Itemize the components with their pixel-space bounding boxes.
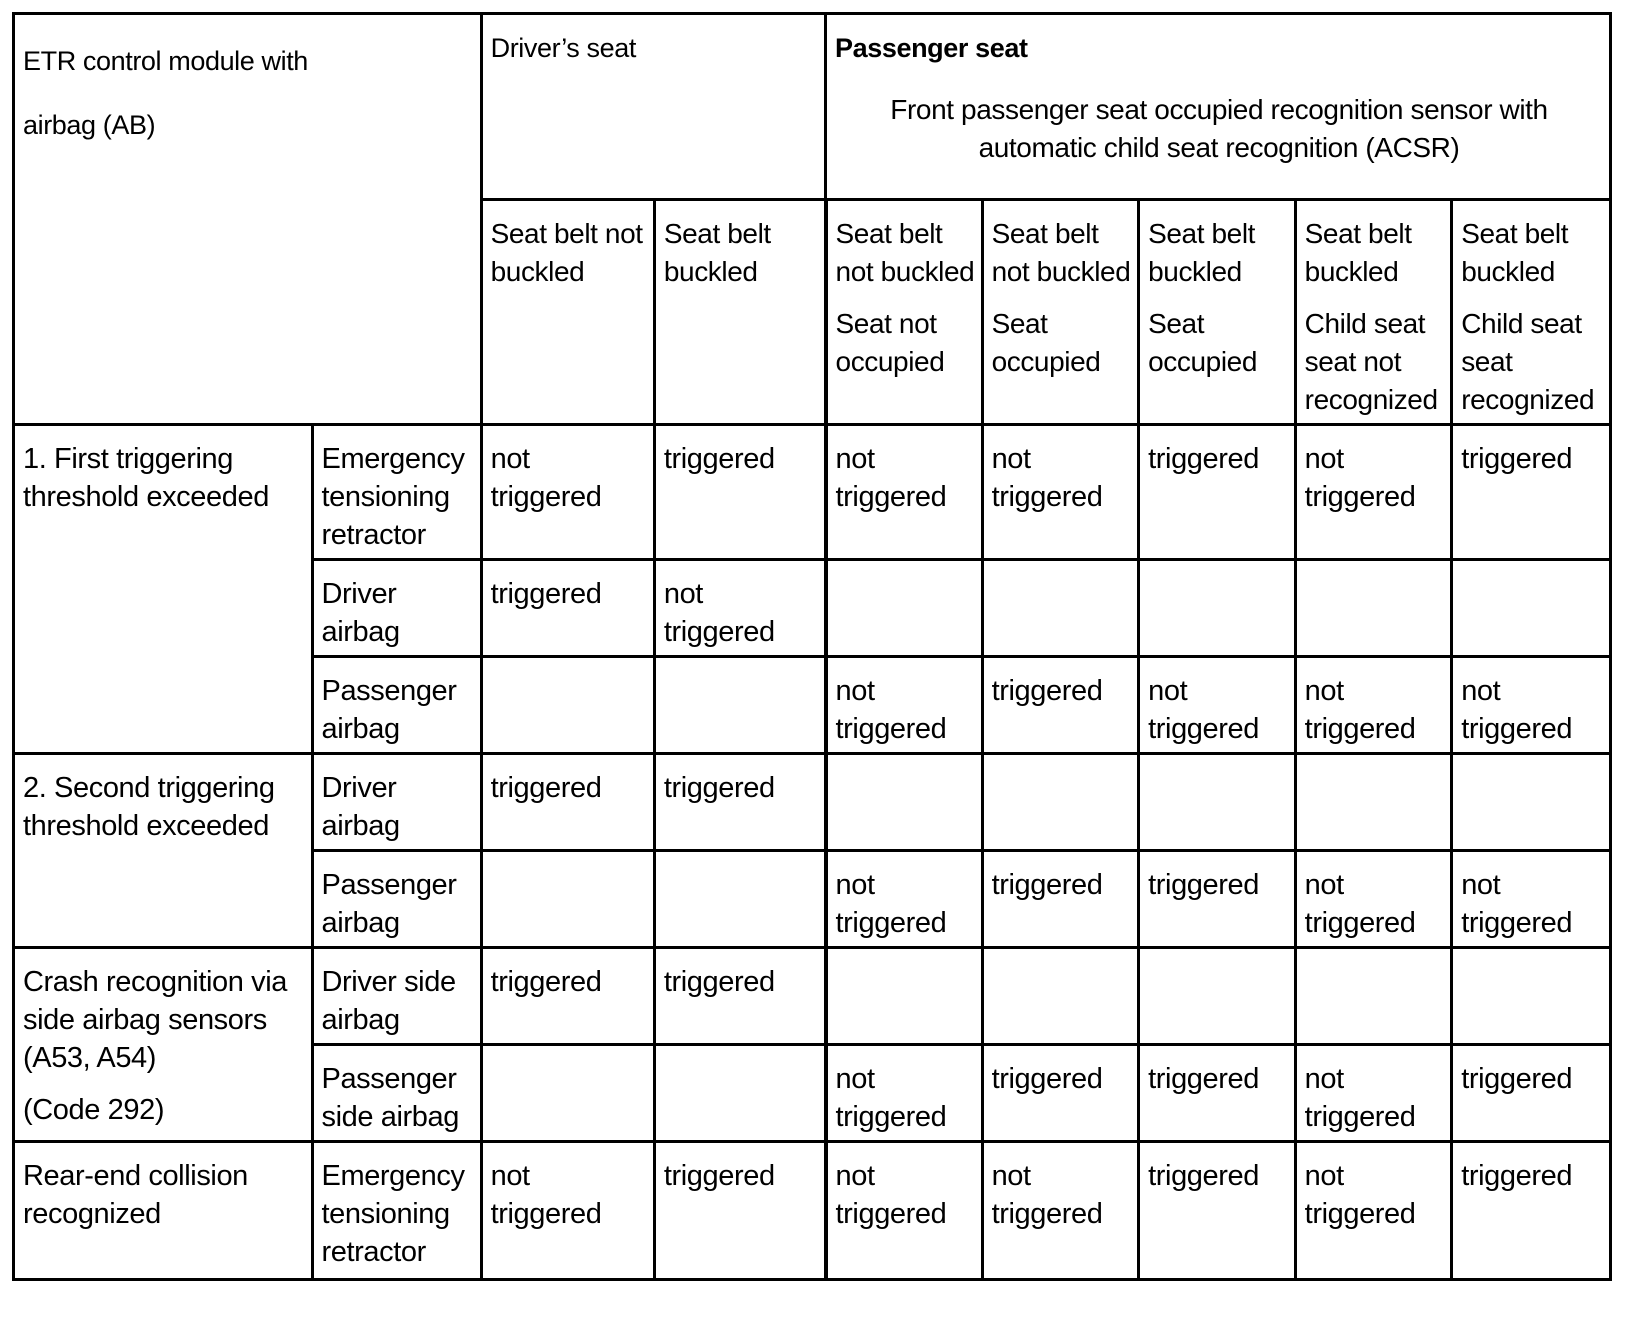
empty-cell <box>1295 948 1452 1045</box>
condition-header-col-5 <box>1139 200 1296 425</box>
empty-cell <box>481 851 654 948</box>
trigger-status-cell <box>982 851 1139 948</box>
trigger-status-cell <box>982 425 1139 560</box>
trigger-status-cell <box>1452 425 1611 560</box>
trigger-status-cell <box>826 657 983 754</box>
trigger-status-cell <box>1295 1045 1452 1142</box>
trigger-status-value: not triggered <box>835 869 947 939</box>
component-cell <box>312 851 481 948</box>
trigger-status-cell <box>481 754 654 851</box>
trigger-status-cell <box>1295 851 1452 948</box>
trigger-status-value: triggered <box>991 675 1103 707</box>
trigger-status-cell <box>1452 1045 1611 1142</box>
event-condition-label: Crash recognition via side airbag sensors (A53, A54) <box>23 966 288 1074</box>
event-code-note: (Code 292) <box>23 1094 165 1126</box>
trigger-status-cell <box>826 851 983 948</box>
component-label: Emergency tensioning retractor <box>321 1160 465 1268</box>
empty-cell <box>982 560 1139 657</box>
trigger-status-cell <box>654 754 825 851</box>
component-cell <box>312 425 481 560</box>
table-body <box>14 425 1611 1280</box>
seat-occupancy-condition: Seat occupied <box>991 308 1101 377</box>
trigger-status-value: not triggered <box>1304 1063 1416 1133</box>
empty-cell <box>826 754 983 851</box>
component-label: Driver side airbag <box>321 966 456 1036</box>
trigger-status-cell <box>654 948 825 1045</box>
trigger-status-value: triggered <box>1148 443 1259 475</box>
trigger-status-value: not triggered <box>835 1063 947 1133</box>
seat-occupancy-condition: Seat not occupied <box>835 308 945 377</box>
empty-cell <box>654 851 825 948</box>
trigger-status-cell <box>1139 657 1296 754</box>
table-header <box>14 14 1611 425</box>
table-row <box>14 948 1611 1045</box>
empty-cell <box>826 948 983 1045</box>
trigger-status-value: not triggered <box>1304 869 1416 939</box>
empty-cell <box>1295 754 1452 851</box>
trigger-status-value: not triggered <box>1304 1160 1416 1230</box>
passenger-seat-header: Passenger seat <box>835 33 1028 63</box>
corner-header-line2: airbag (AB) <box>23 110 156 140</box>
empty-cell <box>982 948 1139 1045</box>
empty-cell <box>1295 560 1452 657</box>
empty-cell <box>1452 754 1611 851</box>
table-row <box>14 425 1611 560</box>
trigger-status-value: not triggered <box>835 675 947 745</box>
condition-header-col-1 <box>481 200 654 425</box>
trigger-status-value: triggered <box>490 578 602 610</box>
empty-cell <box>826 560 983 657</box>
seat-belt-condition: Seat belt buckled <box>1461 218 1569 287</box>
trigger-status-value: not triggered <box>835 1160 947 1230</box>
trigger-status-cell <box>654 1142 825 1280</box>
seat-occupancy-condition: Seat occupied <box>1148 308 1257 377</box>
trigger-status-cell <box>1295 425 1452 560</box>
header-title-row <box>14 14 1611 200</box>
event-condition-cell <box>14 754 313 948</box>
component-cell <box>312 657 481 754</box>
component-label: Passenger airbag <box>321 675 457 745</box>
trigger-status-value: triggered <box>991 869 1103 901</box>
event-condition-cell <box>14 1142 313 1280</box>
seat-belt-condition: Seat belt buckled <box>1148 218 1256 287</box>
trigger-status-value: not triggered <box>1461 675 1573 745</box>
airbag-triggering-table-wrapper <box>12 12 1612 1281</box>
passenger-seat-header-cell <box>826 14 1611 200</box>
component-cell <box>312 754 481 851</box>
seat-belt-condition: Seat belt not buckled <box>991 218 1131 287</box>
trigger-status-value: triggered <box>663 772 775 804</box>
seat-occupancy-condition: Child seat seat recognized <box>1461 308 1595 415</box>
empty-cell <box>654 1045 825 1142</box>
trigger-status-value: triggered <box>663 443 775 475</box>
trigger-status-cell <box>1295 657 1452 754</box>
trigger-status-value: not triggered <box>1304 675 1416 745</box>
trigger-status-value: triggered <box>1461 1063 1573 1095</box>
component-cell <box>312 560 481 657</box>
empty-cell <box>1452 560 1611 657</box>
seat-belt-condition: Seat belt not buckled <box>490 218 643 287</box>
trigger-status-value: not triggered <box>490 1160 602 1230</box>
trigger-status-value: triggered <box>1148 1160 1259 1192</box>
event-condition-cell <box>14 948 313 1142</box>
trigger-status-cell <box>481 1142 654 1280</box>
table-row <box>14 754 1611 851</box>
acsr-sensor-subheader: Front passenger seat occupied recognition sensor with automatic child seat recognition (ACSR) <box>890 94 1548 163</box>
trigger-status-value: not triggered <box>1304 443 1416 513</box>
event-condition-cell <box>14 425 313 754</box>
corner-header-cell <box>14 14 482 425</box>
trigger-status-value: not triggered <box>490 443 602 513</box>
empty-cell <box>481 1045 654 1142</box>
condition-header-col-4 <box>982 200 1139 425</box>
component-label: Emergency tensioning retractor <box>321 443 465 551</box>
trigger-status-value: triggered <box>490 966 602 998</box>
seat-occupancy-condition: Child seat seat not recognized <box>1304 308 1438 415</box>
component-label: Driver airbag <box>321 772 400 842</box>
trigger-status-cell <box>982 657 1139 754</box>
condition-header-col-6 <box>1295 200 1452 425</box>
event-condition-label: 2. Second triggering threshold exceeded <box>23 772 275 842</box>
event-condition-label: Rear-end collision recognized <box>23 1160 248 1230</box>
seat-belt-condition: Seat belt buckled <box>1304 218 1412 287</box>
component-label: Driver airbag <box>321 578 400 648</box>
condition-header-col-3 <box>826 200 983 425</box>
trigger-status-cell <box>654 425 825 560</box>
trigger-status-value: triggered <box>663 966 775 998</box>
component-cell <box>312 948 481 1045</box>
trigger-status-value: triggered <box>1461 1160 1573 1192</box>
component-label: Passenger airbag <box>321 869 457 939</box>
trigger-status-value: not triggered <box>991 1160 1103 1230</box>
trigger-status-cell <box>1139 1045 1296 1142</box>
trigger-status-value: triggered <box>1461 443 1573 475</box>
trigger-status-value: triggered <box>991 1063 1103 1095</box>
airbag-triggering-table <box>12 12 1612 1281</box>
trigger-status-cell <box>826 1142 983 1280</box>
condition-header-col-2 <box>654 200 825 425</box>
corner-header-line1: ETR control module with <box>23 46 308 76</box>
trigger-status-value: triggered <box>663 1160 775 1192</box>
trigger-status-value: triggered <box>1148 1063 1259 1095</box>
empty-cell <box>1139 754 1296 851</box>
trigger-status-value: not triggered <box>1461 869 1573 939</box>
trigger-status-value: triggered <box>1148 869 1259 901</box>
seat-belt-condition: Seat belt not buckled <box>835 218 975 287</box>
trigger-status-value: not triggered <box>991 443 1103 513</box>
trigger-status-cell <box>1139 851 1296 948</box>
empty-cell <box>1139 948 1296 1045</box>
trigger-status-cell <box>1452 657 1611 754</box>
trigger-status-cell <box>982 1045 1139 1142</box>
trigger-status-cell <box>826 1045 983 1142</box>
component-cell <box>312 1045 481 1142</box>
empty-cell <box>481 657 654 754</box>
table-row <box>14 1142 1611 1280</box>
trigger-status-value: triggered <box>490 772 602 804</box>
trigger-status-cell <box>1139 1142 1296 1280</box>
trigger-status-cell <box>1295 1142 1452 1280</box>
empty-cell <box>1452 948 1611 1045</box>
trigger-status-cell <box>481 560 654 657</box>
trigger-status-cell <box>1139 425 1296 560</box>
trigger-status-cell <box>654 560 825 657</box>
trigger-status-cell <box>1452 851 1611 948</box>
trigger-status-cell <box>826 425 983 560</box>
trigger-status-cell <box>982 1142 1139 1280</box>
seat-belt-condition: Seat belt buckled <box>663 218 771 287</box>
trigger-status-cell <box>481 425 654 560</box>
empty-cell <box>654 657 825 754</box>
trigger-status-value: not triggered <box>835 443 947 513</box>
empty-cell <box>1139 560 1296 657</box>
trigger-status-cell <box>481 948 654 1045</box>
event-condition-label: 1. First triggering threshold exceeded <box>23 443 269 513</box>
component-cell <box>312 1142 481 1280</box>
trigger-status-cell <box>1452 1142 1611 1280</box>
trigger-status-value: not triggered <box>1148 675 1259 745</box>
condition-header-col-7 <box>1452 200 1611 425</box>
trigger-status-value: not triggered <box>663 578 775 648</box>
empty-cell <box>982 754 1139 851</box>
driver-seat-header: Driver’s seat <box>481 14 825 200</box>
component-label: Passenger side airbag <box>321 1063 459 1133</box>
